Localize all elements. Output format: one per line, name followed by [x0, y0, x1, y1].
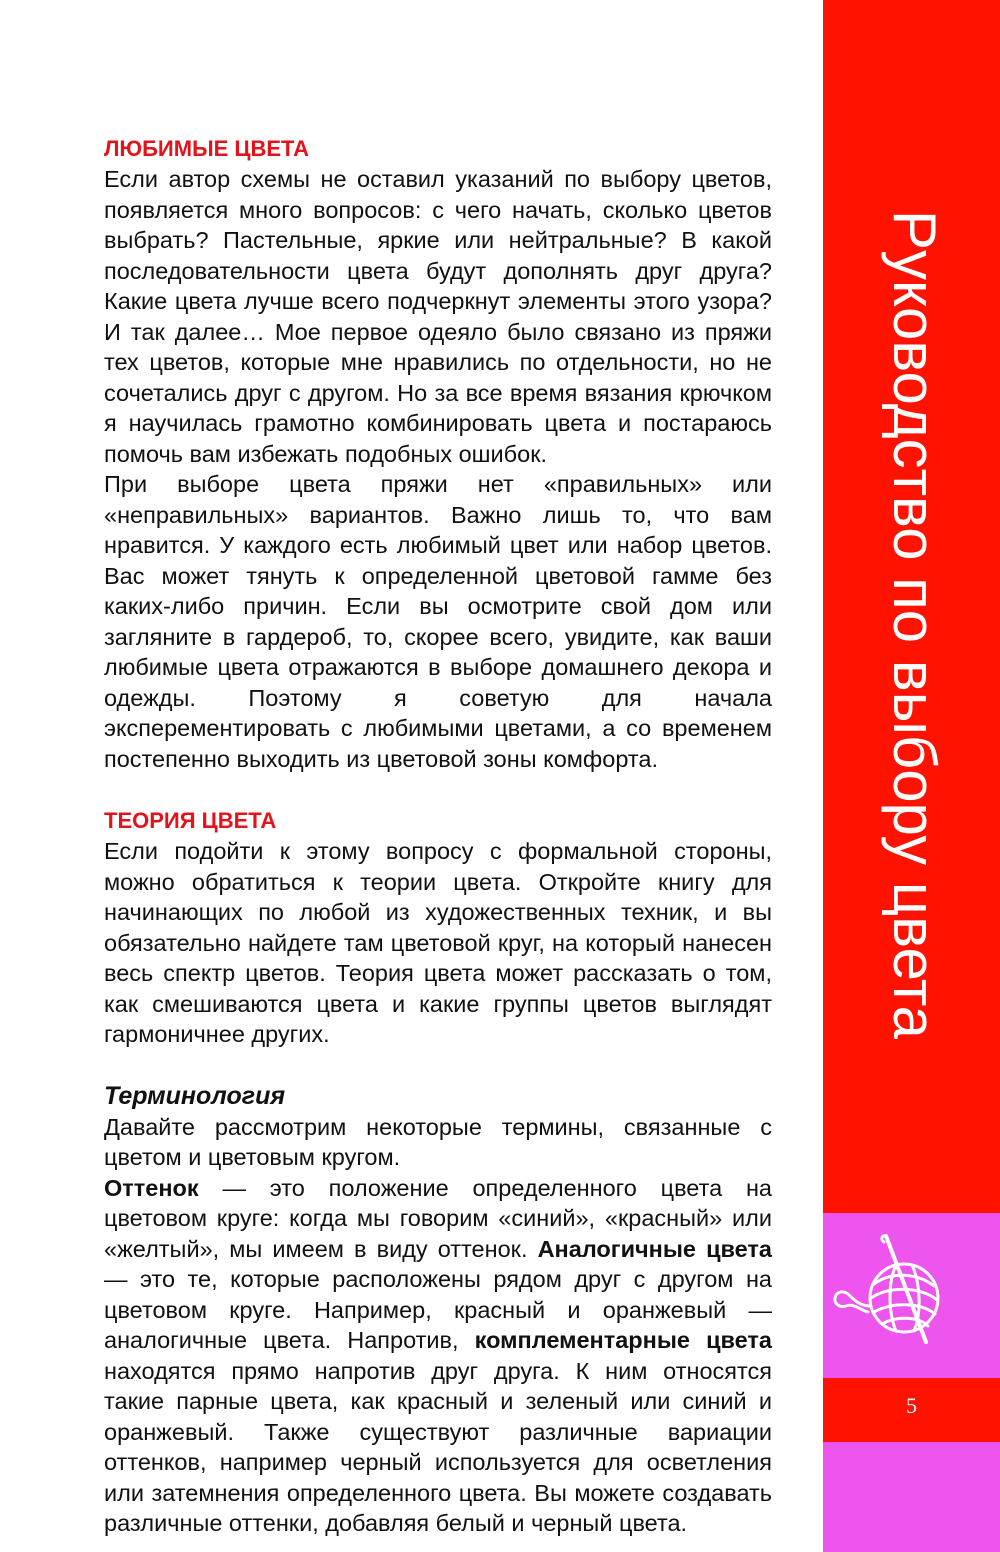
paragraph-favorite-2: При выборе цвета пряжи нет «правильных» или «неправильных» вариантов. Важно лишь то, что вам нравится. У каждого есть любимый цвет или набор цветов. Вас может тянуть к определенной цветовой гамме без каких-либо причин. Если вы осмотрите свой дом или загляните в гардероб, то, скорее всего, увидите, как ваши любимые цвета отражаются в выборе домашнего декора и одежды. Поэтому я советую для начала эксперементировать с любимыми цветами, а со временем постепенно выходить из цветовой зоны комфорта.: [104, 471, 772, 772]
paragraph-terminology-definitions: [104, 1173, 772, 1539]
spacer: [104, 1050, 772, 1080]
definition-complementary-colors: находятся прямо напротив друг друга. К ним относятся такие парные цвета, как красный и зеленый или синий и оранжевый. Также существуют различные вариации оттенков, например черный используется для осветления или затемнения определенного цвета. Вы можете создавать различные оттенки, добавляя белый и черный цвета.: [104, 1357, 772, 1536]
definition-hue: — это положение определенного цвета на цветовом круге: когда мы говорим «синий», «красный» или «желтый», мы имеем в виду оттенок.: [104, 1174, 772, 1262]
definition-analogous-colors: — это те, которые расположены рядом друг с другом на цветовом круге. Например, красный и оранжевый — аналогичные цвета. Напротив,: [104, 1266, 772, 1353]
term-complementary-colors: комплементарные цвета: [474, 1327, 772, 1353]
section-heading-color-theory: ТЕОРИЯ ЦВЕТА: [104, 808, 277, 833]
paragraph-terminology-intro: Давайте рассмотрим некоторые термины, связанные с цветом и цветовым кругом.: [104, 1113, 772, 1170]
spacer: [104, 774, 772, 806]
paragraph-theory-1: Если подойти к этому вопросу с формальной стороны, можно обратиться к теории цвета. Откройте книгу для начинающих по любой из художественных техник, и вы обязательно найдете там цветовой круг, на который нанесен весь спектр цветов. Теория цвета может рассказать о том, как смешиваются цвета и какие группы цветов выглядят гармоничнее других.: [104, 838, 772, 1047]
main-text-column: [104, 134, 772, 1539]
paragraph-favorite-1: Если автор схемы не оставил указаний по выбору цветов, появляется много вопросов: с чего начать, сколько цветов выбрать? Пастельные, яркие или нейтральные? В какой последовательности цвета будут дополнять друг друга? Какие цвета лучше всего подчеркнут элементы этого узора? И так далее… Мое первое одеяло было связано из пряжи тех цветов, которые мне нравились по отдельности, но не сочетались друг с другом. Но за все время вязания крючком я научилась грамотно комбинировать цвета и постараюсь помочь вам избежать подобных ошибок.: [104, 166, 772, 467]
page-number: 5: [906, 1393, 917, 1418]
term-hue: Оттенок: [104, 1174, 199, 1201]
sidebar-pink-icon-band: [823, 1213, 1000, 1378]
term-analogous-colors: Аналогичные цвета: [537, 1235, 772, 1262]
chapter-title-vertical: Руководство по выбору цвета: [881, 210, 948, 1040]
section-heading-favorite-colors: ЛЮБИМЫЕ ЦВЕТА: [104, 136, 309, 161]
yarn-ball-with-crochet-hook-icon: [830, 1232, 950, 1347]
sidebar-pink-bottom-band: [823, 1442, 1000, 1552]
chapter-sidebar: [823, 0, 1000, 1552]
yarn-strand: [835, 1292, 870, 1306]
subheading-terminology: Терминология: [104, 1081, 286, 1110]
